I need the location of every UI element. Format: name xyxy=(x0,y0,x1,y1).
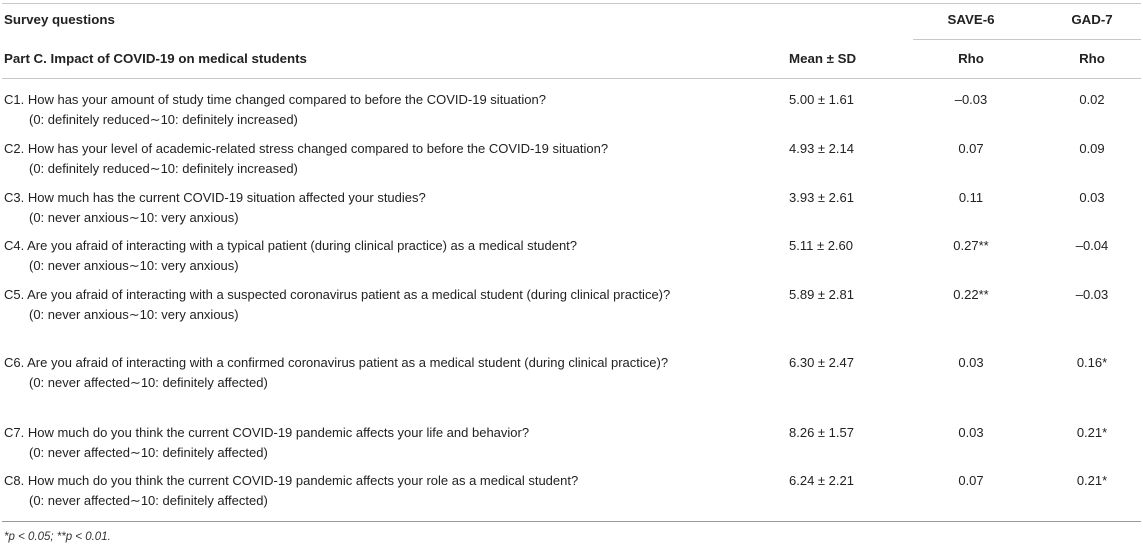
question-text: C4. Are you afraid of interacting with a typical patient (during clinical practice) as a medical student? xyxy=(4,238,578,253)
row-save6: 0.07 xyxy=(958,141,984,156)
header-survey-questions: Survey questions xyxy=(4,12,115,27)
row-mean: 5.89 ± 2.81 xyxy=(789,287,854,302)
row-gad7: 0.02 xyxy=(1079,92,1105,107)
header-rho-gad7: Rho xyxy=(1079,51,1105,66)
row-save6: 0.03 xyxy=(958,355,984,370)
survey-table xyxy=(2,0,1141,549)
question-scale: (0: never anxious∼10: very anxious) xyxy=(29,209,239,225)
question-scale: (0: never affected∼10: definitely affected) xyxy=(29,492,268,508)
question-text: C1. How has your amount of study time changed compared to before the COVID-19 situation? xyxy=(4,92,546,107)
row-save6: 0.03 xyxy=(958,425,984,440)
question-scale: (0: never affected∼10: definitely affected) xyxy=(29,374,268,390)
row-question xyxy=(4,139,759,178)
row-mean: 5.11 ± 2.60 xyxy=(789,238,853,253)
header-part-title: Part C. Impact of COVID-19 on medical students xyxy=(4,51,307,66)
row-gad7: –0.03 xyxy=(1075,287,1109,302)
question-scale: (0: never anxious∼10: very anxious) xyxy=(29,257,239,273)
row-gad7: –0.04 xyxy=(1075,238,1109,253)
row-question xyxy=(4,236,759,275)
row-question xyxy=(4,188,759,227)
row-save6: –0.03 xyxy=(954,92,988,107)
question-scale: (0: definitely reduced∼10: definitely increased) xyxy=(29,111,298,127)
row-question xyxy=(4,353,734,392)
row-mean: 6.24 ± 2.21 xyxy=(789,473,854,488)
row-question xyxy=(4,90,759,129)
row-save6: 0.11 xyxy=(958,190,984,205)
question-text: C7. How much do you think the current COVID-19 pandemic affects your life and behavior? xyxy=(4,425,530,440)
question-scale: (0: never affected∼10: definitely affected) xyxy=(29,444,268,460)
row-save6: 0.07 xyxy=(958,473,984,488)
table-top-rule xyxy=(2,3,1141,4)
row-gad7: 0.21* xyxy=(1076,425,1108,440)
row-gad7: 0.16* xyxy=(1076,355,1108,370)
header-bottom-rule xyxy=(2,78,1141,79)
question-scale: (0: definitely reduced∼10: definitely increased) xyxy=(29,160,298,176)
group-header-rule xyxy=(913,39,1141,40)
header-rho-save6: Rho xyxy=(958,51,984,66)
header-mean-sd: Mean ± SD xyxy=(789,51,857,66)
row-mean: 6.30 ± 2.47 xyxy=(789,355,854,370)
row-question xyxy=(4,423,759,462)
row-question xyxy=(4,471,759,510)
question-text: C2. How has your level of academic-related stress changed compared to before the COVID-19 situation? xyxy=(4,141,609,156)
question-text: C3. How much has the current COVID-19 situation affected your studies? xyxy=(4,190,426,205)
question-text: C8. How much do you think the current COVID-19 pandemic affects your role as a medical student? xyxy=(4,473,579,488)
row-mean: 3.93 ± 2.61 xyxy=(789,190,854,205)
row-save6: 0.27** xyxy=(953,238,989,253)
row-gad7: 0.03 xyxy=(1079,190,1105,205)
row-mean: 8.26 ± 1.57 xyxy=(789,425,854,440)
row-gad7: 0.09 xyxy=(1079,141,1105,156)
header-save6: SAVE-6 xyxy=(947,12,995,27)
question-text: C6. Are you afraid of interacting with a confirmed coronavirus patient as a medical student (during clinical practice)? xyxy=(4,355,669,370)
row-gad7: 0.21* xyxy=(1076,473,1108,488)
question-text: C5. Are you afraid of interacting with a suspected coronavirus patient as a medical student (during clinical practice)? xyxy=(4,287,671,302)
table-footnote: *p < 0.05; **p < 0.01. xyxy=(4,531,111,543)
row-mean: 4.93 ± 2.14 xyxy=(789,141,854,156)
row-question xyxy=(4,285,734,324)
table-bottom-rule xyxy=(2,521,1141,522)
question-scale: (0: never anxious∼10: very anxious) xyxy=(29,306,239,322)
row-mean: 5.00 ± 1.61 xyxy=(789,92,854,107)
row-save6: 0.22** xyxy=(953,287,989,302)
header-gad7: GAD-7 xyxy=(1071,12,1113,27)
